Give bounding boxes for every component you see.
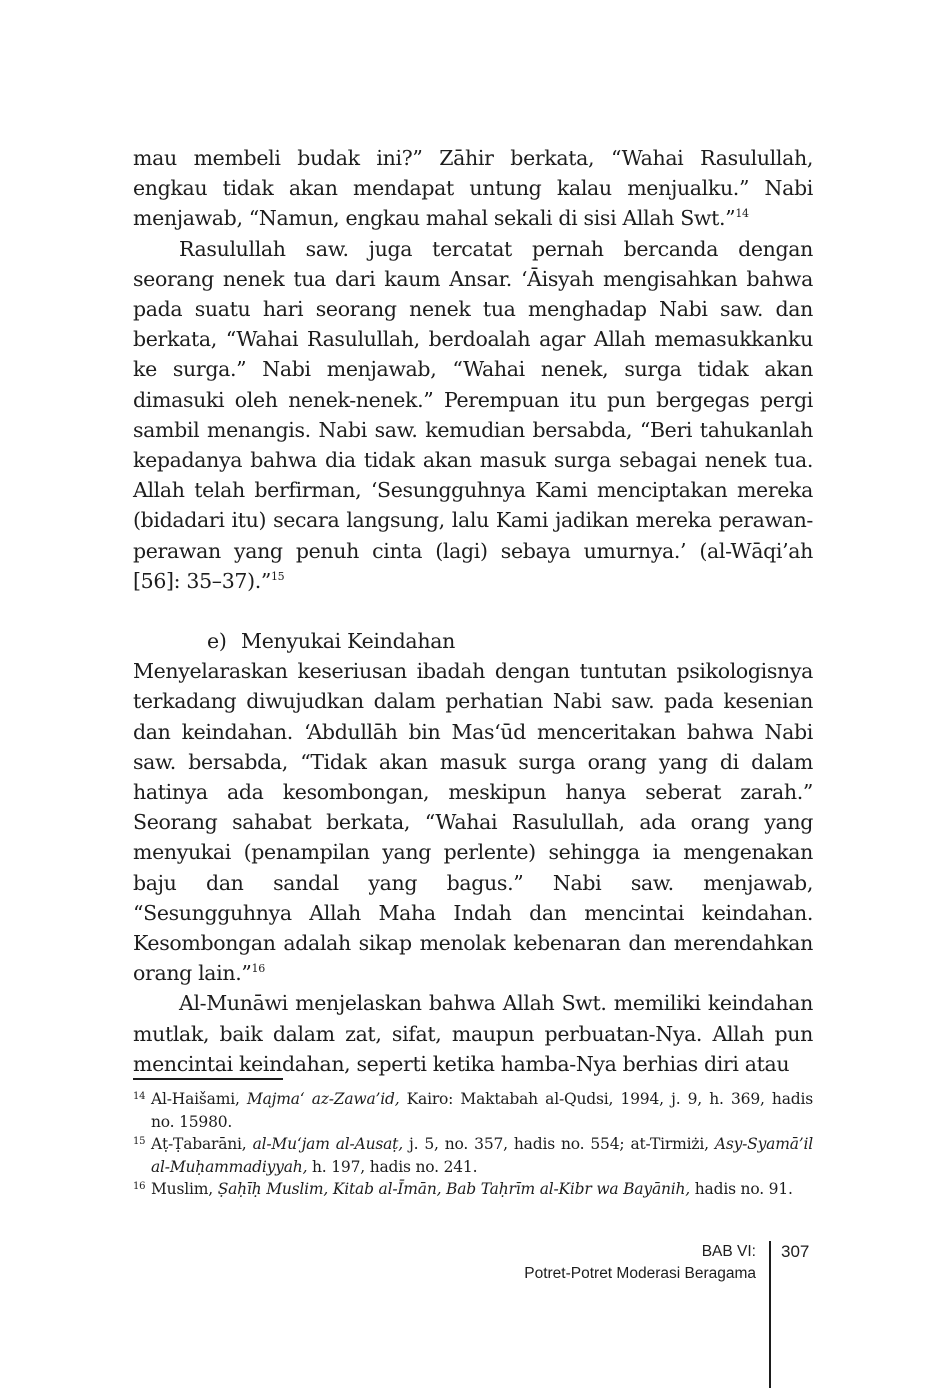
footnote-16 [133, 1178, 813, 1201]
footnote-number: 16 [133, 1181, 146, 1192]
footnote-text: hadis no. 91. [690, 1180, 793, 1198]
chapter-label: BAB VI: [701, 1243, 756, 1260]
chapter-title: Potret-Potret Moderasi Beragama [524, 1265, 756, 1282]
section-heading [133, 626, 813, 656]
paragraph-2-text: Rasulullah saw. juga tercatat pernah bercanda dengan seorang nenek tua dari kaum Ansar. ‘Āisyah mengisahkan bahwa pada suatu hari seorang nenek tua menghadap Nabi saw. dan berkata, “Wahai Rasulullah, berdoalah agar Allah memasukkanku ke surga.” Nabi menjawab, “Wahai nenek, surga tidak akan dimasuki oleh nenek-nenek.” Perempuan itu pun bergegas pergi sambil menangis. Nabi saw. kemudian bersabda, “Beri tahukanlah kepadanya bahwa dia tidak akan masuk surga sebagai nenek tua. Allah telah berfirman, ‘Sesungguhnya Kami menciptakan mereka (bidadari itu) secara langsung, lalu Kami jadikan mereka perawan-perawan yang penuh cinta (lagi) sebaya umurnya.’ (al-Wāqi’ah [56]: 35–37).” [133, 236, 813, 593]
paragraph-3 [133, 656, 813, 988]
running-footer [524, 1241, 756, 1285]
paragraph-4 [133, 988, 813, 1079]
section-heading-label: e) [207, 629, 227, 654]
paragraph-4-text: Al-Munāwi menjelaskan bahwa Allah Swt. memiliki keindahan mutlak, baik dalam zat, sifat, maupun perbuatan-Nya. Allah pun mencintai keindahan, seperti ketika hamba-Nya berhias diri atau [133, 991, 813, 1076]
footnote-text: Kairo: Maktabah al-Qudsi, 1994, j. 9, h. 369, hadis no. 15980. [151, 1090, 813, 1131]
footnote-15 [133, 1133, 813, 1178]
footnote-text: Muslim, [151, 1180, 218, 1198]
paragraph-1-text: mau membeli budak ini?” Zāhir berkata, “Wahai Rasulullah, engkau tidak akan mendapat untung kalau menjualku.” Nabi menjawab, “Namun, engkau mahal sekali di sisi Allah Swt.” [133, 146, 813, 231]
footnote-number: 14 [133, 1091, 146, 1102]
footnote-text: j. 5, no. 357, hadis no. 554; at-Tirmiżi, [402, 1135, 715, 1153]
footnote-text: h. 197, hadis no. 241. [307, 1157, 478, 1176]
paragraph-2 [133, 234, 813, 596]
footnote-14 [133, 1088, 813, 1133]
footnote-text: Al-Haišami, [151, 1090, 247, 1108]
paragraph-1 [133, 143, 813, 234]
footnote-ref-16[interactable]: 16 [251, 962, 265, 976]
section-heading-text: Menyukai Keindahan [241, 629, 456, 654]
footnote-title: Asy-Syamā’il al-Muḥammadiyyah, [151, 1135, 813, 1176]
footnotes [133, 1088, 813, 1201]
footnote-number: 15 [133, 1136, 146, 1147]
paragraph-3-text: Menyelaraskan keseriusan ibadah dengan tuntutan psikologisnya terkadang diwujudkan dalam perhatian Nabi saw. pada kesenian dan keindahan. ‘Abdullāh bin Mas‘ūd menceritakan bahwa Nabi saw. bersabda, “Tidak akan masuk surga orang yang di dalam hatinya ada kesombongan, meskipun hanya seberat zarah.” Seorang sahabat berkata, “Wahai Rasulullah, ada orang yang menyukai (penampilan yang perlente) sehingga ia mengenakan baju dan sandal yang bagus.” Nabi saw. menjawab, “Sesungguhnya Allah Maha Indah dan mencintai keindahan. Kesombongan adalah sikap menolak kebenaran dan merendahkan orang lain.” [133, 659, 813, 986]
footnote-title: al-Mu‘jam al-Ausaṭ, [252, 1135, 403, 1153]
footnote-title: Ṣaḥīḥ Muslim, Kitab al-Īmān, Bab Taḥrīm al-Kibr wa Bayānih, [217, 1180, 691, 1198]
footnote-text: Aṭ-Ṭabarāni, [151, 1135, 253, 1153]
footer-vertical-rule [769, 1241, 771, 1388]
footnote-ref-15[interactable]: 15 [271, 570, 285, 584]
footnote-title: Majma‘ az-Zawa’id, [246, 1090, 400, 1108]
main-text [133, 143, 813, 1079]
footnote-ref-14[interactable]: 14 [735, 207, 749, 221]
page-number: 307 [781, 1242, 810, 1261]
footnote-divider [133, 1078, 283, 1080]
